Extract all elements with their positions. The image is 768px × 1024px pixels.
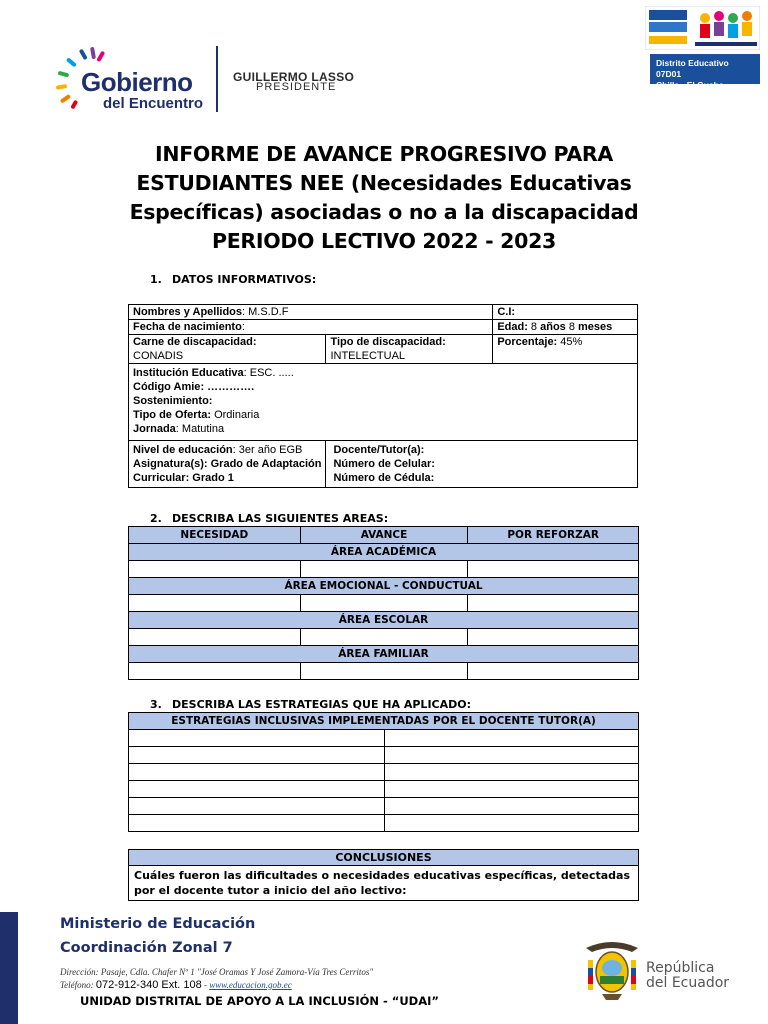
institucion-label: Institución Educativa (133, 367, 244, 379)
table-row (129, 764, 639, 781)
edad-cell[interactable] (493, 320, 638, 335)
table-cell[interactable] (385, 815, 639, 832)
table-row (129, 305, 638, 320)
table-cell[interactable] (129, 629, 301, 646)
coordinacion-name: Coordinación Zonal 7 (60, 940, 233, 956)
section-3-heading (150, 698, 471, 711)
estrategias-header: ESTRATEGIAS INCLUSIVAS IMPLEMENTADAS POR EL DOCENTE TUTOR(A) (129, 713, 639, 730)
area-row (129, 612, 639, 629)
ci-cell[interactable] (493, 305, 638, 320)
institucion-value: : ESC. ..... (243, 367, 294, 379)
porcentaje-cell[interactable] (493, 335, 638, 364)
fecha-label: Fecha de nacimiento (133, 321, 242, 333)
section-3-label: DESCRIBA LAS ESTRATEGIAS QUE HA APLICADO: (172, 698, 471, 711)
table-cell[interactable] (129, 747, 385, 764)
fecha-cell[interactable] (129, 320, 493, 335)
phone-label: Teléfono: (60, 980, 96, 990)
table-cell[interactable] (300, 663, 468, 680)
oferta-value: Ordinaria (211, 409, 260, 421)
table-row (129, 730, 639, 747)
table-cell[interactable] (129, 595, 301, 612)
table-row (129, 335, 638, 364)
tipo-discapacidad-cell[interactable] (326, 335, 493, 364)
section-1-number: 1. (150, 273, 162, 286)
sostenimiento-label: Sostenimiento: (133, 395, 213, 407)
celular-label: Número de Celular: (333, 458, 435, 470)
tipo-value: INTELECTUAL (330, 350, 406, 362)
nombres-value: : M.S.D.F (242, 306, 289, 318)
footer-address: Dirección: Pasaje, Cdla. Chafer Nº 1 "José Oramas Y José Zamora-Vía Tres Cerritos" (60, 967, 374, 977)
jornada-label: Jornada (133, 423, 176, 435)
table-cell[interactable] (385, 781, 639, 798)
nivel-cell[interactable] (129, 441, 326, 488)
gobierno-subtitle: del Encuentro (103, 95, 204, 112)
section-2-label: DESCRIBA LAS SIGUIENTES AREAS: (172, 512, 389, 525)
edad-label: Edad: (497, 321, 528, 333)
nivel-value: : 3er año EGB (232, 444, 303, 456)
distrito-name: Distrito Educativo 07D01 (656, 58, 729, 79)
president-name: GUILLERMO LASSO (233, 70, 355, 84)
table-cell[interactable] (468, 663, 639, 680)
area-escolar: ÁREA ESCOLAR (129, 612, 639, 629)
institucion-cell[interactable] (129, 364, 638, 441)
nombres-label: Nombres y Apellidos (133, 306, 243, 318)
table-cell[interactable] (385, 764, 639, 781)
table-cell[interactable] (129, 764, 385, 781)
footer-side-bar (0, 912, 18, 1024)
col-por-reforzar: POR REFORZAR (468, 527, 639, 544)
header-divider (216, 46, 218, 112)
udai-logo-icon (645, 6, 760, 50)
table-cell[interactable] (129, 561, 301, 578)
asignatura-label: Asignatura(s): Grado de Adaptación (133, 458, 322, 470)
area-academica: ÁREA ACADÉMICA (129, 544, 639, 561)
table-row (129, 364, 638, 441)
table-row (129, 866, 639, 901)
edad-months-unit: meses (578, 321, 613, 333)
udai-logo (645, 6, 760, 50)
table-cell[interactable] (129, 815, 385, 832)
table-row (129, 629, 639, 646)
conclusiones-header: CONCLUSIONES (129, 850, 639, 866)
distrito-badge (650, 54, 760, 101)
oferta-label: Tipo de Oferta: (133, 409, 212, 421)
datos-informativos-table (128, 304, 638, 488)
table-cell[interactable] (129, 663, 301, 680)
table-row (129, 747, 639, 764)
porcentaje-value: 45% (557, 336, 583, 348)
col-avance: AVANCE (300, 527, 468, 544)
title-line-3: Específicas) asociadas o no a la discapacidad (129, 200, 639, 224)
republica-line-1: República (646, 960, 715, 976)
table-row (129, 798, 639, 815)
table-row (129, 781, 639, 798)
distrito-cantones: Chilla - El Guabo - Pasaje (656, 80, 730, 101)
amie-value: : …………. (200, 381, 255, 393)
ci-label: C.I: (497, 306, 516, 318)
edad-months: 8 (565, 321, 579, 333)
section-1-label: DATOS INFORMATIVOS: (172, 273, 317, 286)
carne-label: Carne de discapacidad: (133, 336, 257, 348)
table-row (129, 320, 638, 335)
table-cell[interactable] (385, 730, 639, 747)
phone-value: 072-912-340 Ext. 108 (95, 979, 202, 991)
title-line-4: PERIODO LECTIVO 2022 - 2023 (211, 229, 557, 253)
area-familiar: ÁREA FAMILIAR (129, 646, 639, 663)
table-cell[interactable] (468, 561, 639, 578)
web-separator: - (201, 980, 210, 990)
docente-label: Docente/Tutor(a): (333, 444, 425, 456)
table-cell[interactable] (468, 629, 639, 646)
section-2-number: 2. (150, 512, 162, 525)
table-cell[interactable] (385, 747, 639, 764)
section-1-heading (150, 273, 316, 286)
table-header-row (129, 527, 639, 544)
amie-label: Código Amie (133, 381, 201, 393)
udai-footer-text: UNIDAD DISTRITAL DE APOYO A LA INCLUSIÓN - “UDAI” (80, 994, 439, 1008)
table-cell[interactable] (385, 798, 639, 815)
nombres-cell[interactable] (129, 305, 493, 320)
table-row (129, 815, 639, 832)
docente-cell[interactable] (326, 441, 638, 488)
title-line-1: INFORME DE AVANCE PROGRESIVO PARA (155, 142, 613, 166)
president-role: PRESIDENTE (256, 81, 337, 93)
cedula-label: Número de Cédula: (333, 472, 435, 484)
table-cell[interactable] (300, 629, 468, 646)
table-header-row (129, 850, 639, 866)
table-row (129, 663, 639, 680)
table-cell[interactable] (300, 595, 468, 612)
section-3-number: 3. (150, 698, 162, 711)
ecuador-coat-of-arms-icon (582, 938, 642, 1002)
table-cell[interactable] (129, 730, 385, 747)
table-row (129, 441, 638, 488)
document-title (100, 140, 668, 256)
porcentaje-label: Porcentaje: (497, 336, 558, 348)
jornada-value: : Matutina (175, 423, 225, 435)
title-line-2: ESTUDIANTES NEE (Necesidades Educativas (136, 171, 632, 195)
gobierno-logo (55, 45, 215, 115)
gobierno-title: Gobierno (81, 67, 193, 97)
areas-table (128, 526, 639, 680)
curricular-label: Curricular: Grado 1 (133, 472, 234, 484)
area-row (129, 544, 639, 561)
table-row (129, 595, 639, 612)
ministerio-name: Ministerio de Educación (60, 916, 256, 932)
table-row (129, 561, 639, 578)
estrategias-table (128, 712, 639, 832)
fecha-value: : (241, 321, 245, 333)
conclusiones-question[interactable]: Cuáles fueron las dificultades o necesidades educativas específicas, detectadas por el docente tutor a inicio del año lectivo: (129, 866, 639, 901)
table-cell[interactable] (129, 798, 385, 815)
table-cell[interactable] (129, 781, 385, 798)
edad-years-unit: años (540, 321, 566, 333)
republica-line-2: del Ecuador (646, 975, 730, 991)
edad-years: 8 (527, 321, 541, 333)
carne-cell[interactable] (129, 335, 326, 364)
col-necesidad: NECESIDAD (129, 527, 301, 544)
area-emocional: ÁREA EMOCIONAL - CONDUCTUAL (129, 578, 639, 595)
area-row (129, 578, 639, 595)
area-row (129, 646, 639, 663)
carne-value: CONADIS (133, 350, 184, 362)
nivel-label: Nivel de educación (133, 444, 233, 456)
conclusiones-table (128, 849, 639, 901)
tipo-label: Tipo de discapacidad: (330, 336, 446, 348)
website-link[interactable]: www.educacion.gob.ec (209, 980, 292, 990)
section-2-heading (150, 512, 388, 525)
footer-phone (60, 979, 292, 991)
table-cell[interactable] (300, 561, 468, 578)
table-header-row (129, 713, 639, 730)
table-cell[interactable] (468, 595, 639, 612)
